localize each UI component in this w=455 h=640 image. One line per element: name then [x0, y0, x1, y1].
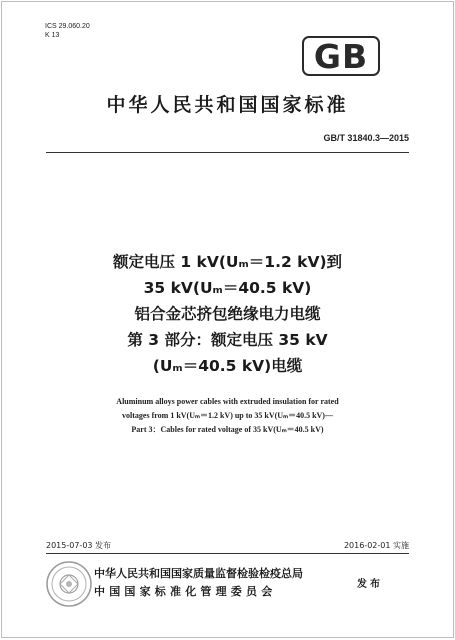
issuer-sac: 中国国家标准化管理委员会 — [94, 585, 277, 598]
publish-label: 发布 — [357, 579, 383, 590]
issue-date: 2015-07-03 发布 — [46, 541, 112, 550]
title-en-line-1: Aluminum alloys power cables with extruded insulation for rated — [116, 397, 339, 406]
footer-divider — [46, 553, 409, 554]
issuer-aqsiq: 中华人民共和国国家质量监督检验检疫总局 — [94, 567, 303, 580]
title-english — [2, 395, 453, 437]
title-cn-line-5: (Uₘ＝40.5 kV)电缆 — [152, 357, 303, 375]
standard-number: GB/T 31840.3—2015 — [323, 133, 409, 143]
logo-text: GB — [313, 37, 369, 76]
official-seal-icon — [44, 559, 94, 609]
classification-codes — [45, 22, 90, 40]
title-cn-line-3: 铝合金芯挤包绝缘电力电缆 — [134, 305, 321, 323]
title-cn-line-2: 35 kV(Uₘ＝40.5 kV) — [143, 279, 312, 297]
implementation-date: 2016-02-01 实施 — [343, 541, 409, 550]
document-page — [1, 1, 454, 638]
gb-logo — [302, 36, 380, 76]
class-code: K 13 — [45, 32, 60, 39]
title-en-line-3: Part 3：Cables for rated voltage of 35 kV(Uₘ＝40.5 kV) — [131, 425, 324, 434]
ics-code: ICS 29.060.20 — [45, 23, 90, 30]
standard-type: 中华人民共和国国家标准 — [106, 94, 349, 116]
issuing-authorities — [94, 565, 303, 601]
title-chinese — [2, 249, 453, 379]
title-en-line-2: voltages from 1 kV(Uₘ＝1.2 kV) up to 35 kV(Uₘ＝40.5 kV)— — [122, 411, 333, 420]
title-cn-line-4: 第 3 部分：额定电压 35 kV — [127, 331, 328, 349]
title-cn-line-1: 额定电压 1 kV(Uₘ＝1.2 kV)到 — [112, 253, 343, 271]
header-divider — [46, 152, 409, 153]
